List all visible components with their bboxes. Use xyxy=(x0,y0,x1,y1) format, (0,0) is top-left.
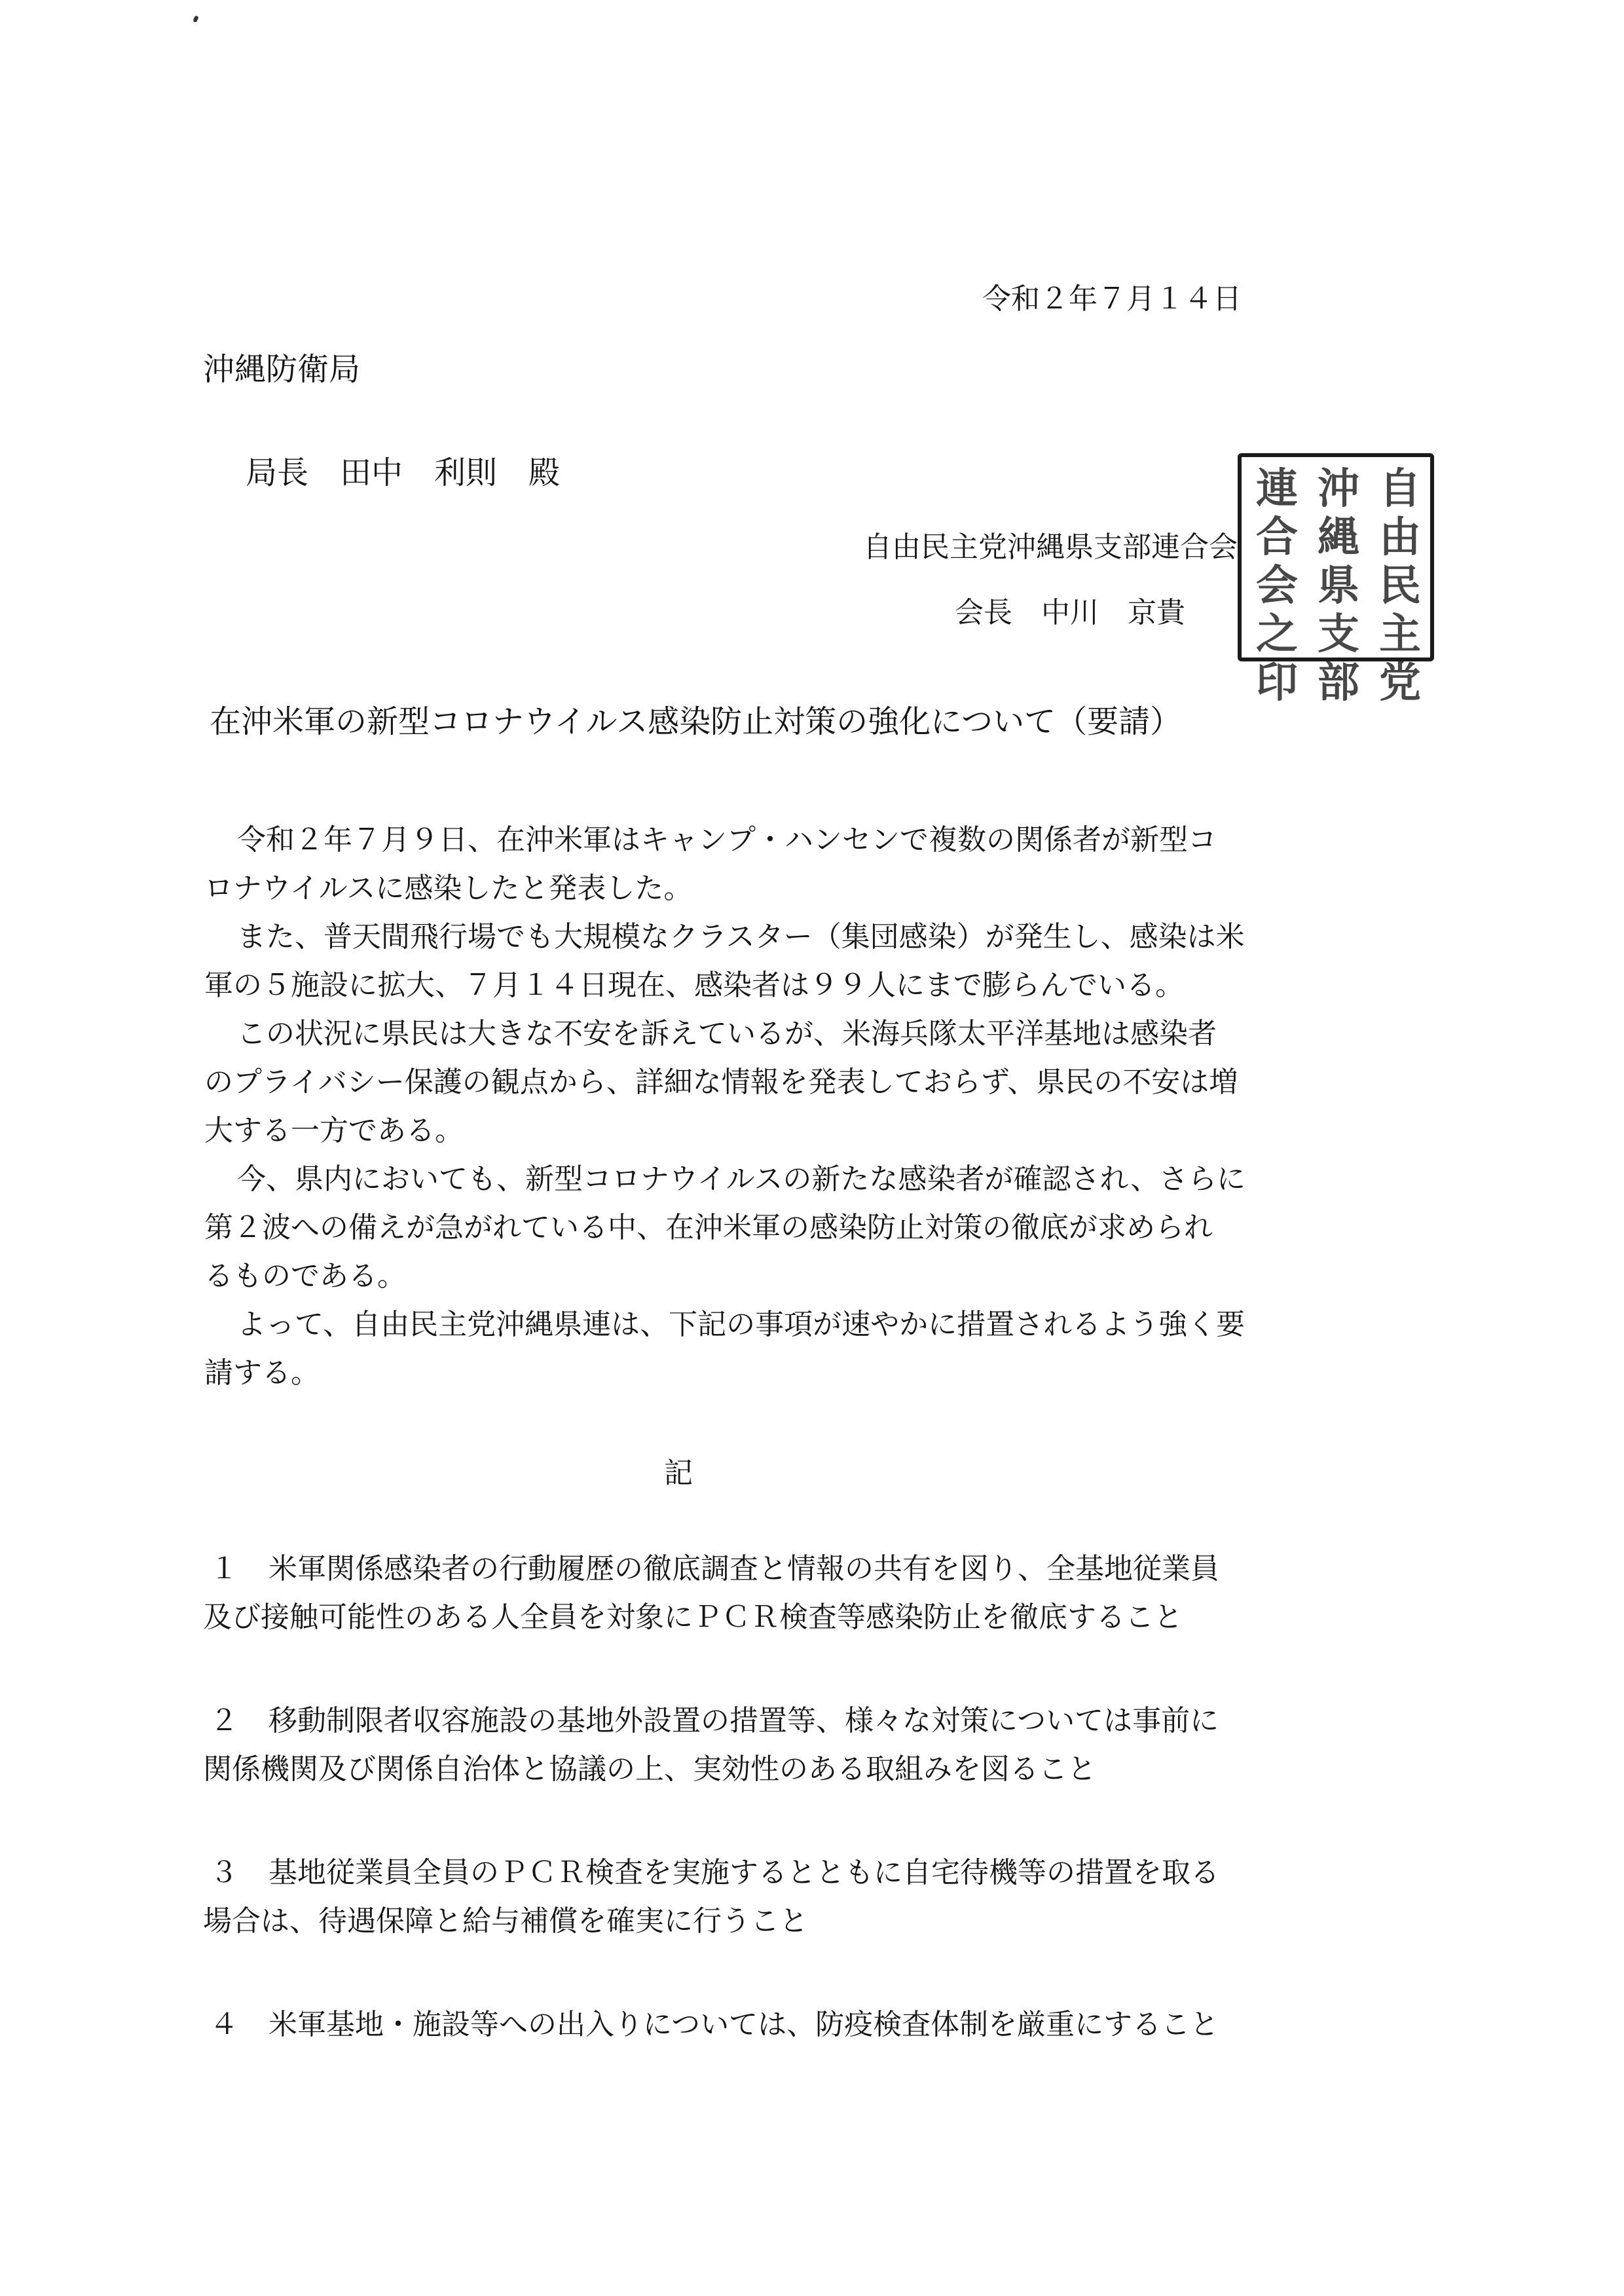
body-line: また、普天間飛行場でも大規模なクラスター（集団感染）が発生し、感染は米 xyxy=(237,920,1245,954)
body-line: 請する。 xyxy=(204,1356,320,1390)
body-line: のプライバシー保護の観点から、詳細な情報を発表しておらず、県民の不安は増 xyxy=(204,1065,1238,1099)
item-number: ３ xyxy=(210,1856,238,1889)
body-line: この状況に県民は大きな不安を訴えているが、米海兵隊太平洋基地は感染者 xyxy=(237,1017,1217,1050)
body-line: よって、自由民主党沖縄県連は、下記の事項が速やかに措置されるよう強く要 xyxy=(237,1308,1246,1341)
body-line: 軍の５施設に拡大、７月１４日現在、感染者は９９人にまで膨らんでいる。 xyxy=(204,969,1184,1002)
body-line: るものである。 xyxy=(204,1259,406,1293)
document-date: 令和２年７月１４日 xyxy=(982,282,1242,316)
body-line: ロナウイルスに感染したと発表した。 xyxy=(204,872,693,905)
item-line: 移動制限者収容施設の基地外設置の措置等、様々な対策については事前に xyxy=(268,1704,1219,1737)
document-title: 在沖米軍の新型コロナウイルス感染防止対策の強化について（要請） xyxy=(210,703,1182,740)
body-line: 第２波への備えが急がれている中、在沖米軍の感染防止対策の徹底が求められ xyxy=(204,1211,1213,1244)
seal-column-middle: 沖 縄 県 支 部 xyxy=(1318,464,1359,707)
seal-column-left: 連 合 会 之 印 xyxy=(1256,464,1298,707)
item-number: １ xyxy=(210,1552,238,1585)
item-line: 米軍基地・施設等への出入りについては、防疫検査体制を厳重にすること xyxy=(268,2008,1219,2041)
scan-speck xyxy=(193,15,199,23)
recipient-organization: 沖縄防衛局 xyxy=(203,351,361,388)
body-line: 令和２年７月９日、在沖米軍はキャンプ・ハンセンで複数の関係者が新型コ xyxy=(237,823,1217,857)
sender-organization: 自由民主党沖縄県支部連合会 xyxy=(863,530,1238,564)
body-line: 今、県内においても、新型コロナウイルスの新たな感染者が確認され、さらに xyxy=(237,1162,1246,1196)
item-number: ４ xyxy=(210,2008,238,2041)
recipient-name: 局長 田中 利則 殿 xyxy=(246,454,561,491)
sender-chair: 会長 中川 京貴 xyxy=(955,596,1185,629)
official-seal xyxy=(1238,453,1434,707)
body-line: 大する一方である。 xyxy=(204,1114,464,1147)
item-line: 基地従業員全員のＰＣＲ検査を実施するとともに自宅待機等の措置を取る xyxy=(268,1856,1219,1889)
item-line: 米軍関係感染者の行動履歴の徹底調査と情報の共有を図り、全基地従業員 xyxy=(268,1552,1219,1585)
item-line: 関係機関及び関係自治体と協議の上、実効性のある取組みを図ること xyxy=(203,1752,1096,1786)
seal-column-right: 自 由 民 主 党 xyxy=(1379,464,1421,707)
item-line: 及び接触可能性のある人全員を対象にＰＣＲ検査等感染防止を徹底すること xyxy=(203,1601,1183,1634)
item-line: 場合は、待遇保障と給与補償を確実に行うこと xyxy=(203,1904,808,1938)
ki-heading: 記 xyxy=(664,1456,693,1490)
item-number: ２ xyxy=(210,1704,238,1737)
